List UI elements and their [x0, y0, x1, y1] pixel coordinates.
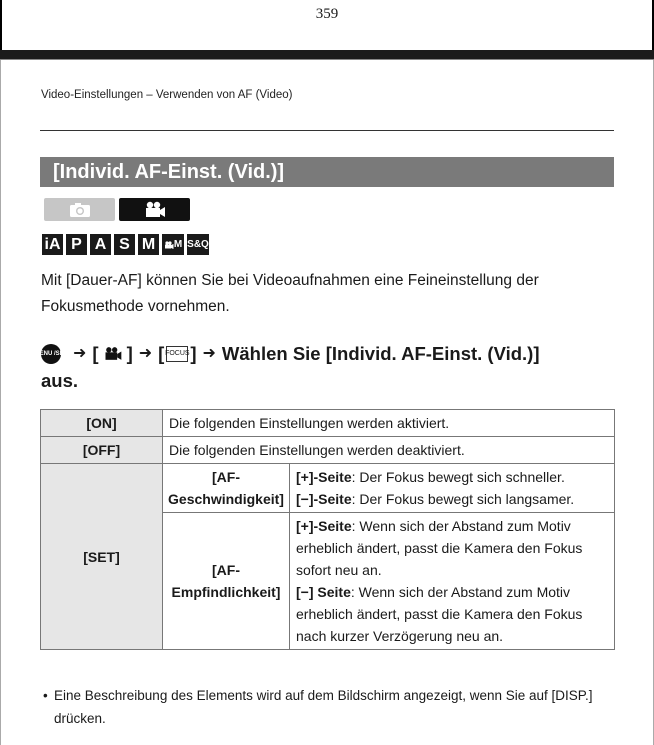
- video-mode-indicator: [119, 198, 190, 221]
- mode-ia-icon: iA: [42, 234, 63, 255]
- option-off: [OFF]: [41, 437, 163, 464]
- af-speed-label: [AF-Geschwindigkeit]: [163, 464, 290, 513]
- minus-side-label: [−] Seite: [296, 584, 351, 600]
- video-camera-icon: [143, 201, 167, 219]
- video-menu-icon: [103, 346, 123, 362]
- mode-a-icon: A: [90, 234, 111, 255]
- mode-m-icon: M: [138, 234, 159, 255]
- breadcrumb: Video-Einstellungen – Verwenden von AF (Video): [41, 89, 293, 101]
- mode-icons: [42, 234, 209, 255]
- bracket-close: ]: [126, 343, 133, 364]
- camera-icon: [69, 202, 91, 218]
- af-sensitivity-description: [290, 513, 615, 650]
- option-off-description: Die folgenden Einstellungen werden deaktiviert.: [163, 437, 615, 464]
- section-title: [Individ. AF-Einst. (Vid.)]: [40, 157, 614, 187]
- minus-side-text: : Wenn sich der Abstand zum Motiv erheblich ändert, passt die Kamera den Fokus nach kurzer Verzögerung neu an.: [296, 584, 583, 644]
- page-edge-left: [0, 60, 1, 745]
- mode-s-icon: S: [114, 234, 135, 255]
- table-row: [41, 464, 615, 513]
- bracket-close: ]: [190, 343, 197, 364]
- movie-camera-small-icon: [164, 241, 174, 249]
- plus-side-text: : Der Fokus bewegt sich schneller.: [351, 469, 565, 485]
- menu-set-button-icon: MENU /SET: [41, 344, 61, 364]
- plus-side-label: [+]-Seite: [296, 469, 352, 485]
- header-divider: [40, 130, 614, 131]
- bullet: •: [43, 688, 48, 703]
- mode-sq-icon: S&Q: [187, 234, 209, 255]
- settings-table: [40, 409, 615, 650]
- footnote: [43, 684, 623, 730]
- mode-creative-video-label: M: [173, 239, 183, 250]
- option-on: [ON]: [41, 410, 163, 437]
- option-on-description: Die folgenden Einstellungen werden aktiviert.: [163, 410, 615, 437]
- mode-creative-video-icon: [162, 234, 184, 255]
- plus-side-label: [+]-Seite: [296, 518, 352, 534]
- page-number: 359: [315, 6, 339, 22]
- bracket-open: [: [92, 343, 99, 364]
- page-separator-thin: [0, 59, 654, 60]
- instruction-text-end: aus.: [41, 370, 79, 391]
- table-row: [41, 437, 615, 464]
- menu-instruction: [34, 340, 621, 394]
- option-set: [SET]: [41, 464, 163, 650]
- intro-text: Mit [Dauer-AF] können Sie bei Videoaufnahmen eine Feineinstellung der Fokusmethode vornehmen.: [41, 272, 539, 315]
- af-sensitivity-label: [AF-Empfindlichkeit]: [163, 513, 290, 650]
- minus-side-text: : Der Fokus bewegt sich langsamer.: [351, 491, 575, 507]
- table-row: [41, 410, 615, 437]
- mode-p-icon: P: [66, 234, 87, 255]
- af-speed-description: [290, 464, 615, 513]
- focus-menu-icon: FOCUS: [166, 346, 188, 362]
- minus-side-label: [−]-Seite: [296, 491, 352, 507]
- arrow-right-icon: ➜: [202, 345, 216, 362]
- instruction-text: Wählen Sie [Individ. AF-Einst. (Vid.)]: [221, 343, 540, 364]
- footnote-text: Eine Beschreibung des Elements wird auf dem Bildschirm angezeigt, wenn Sie auf [DISP.] drücken.: [54, 688, 593, 726]
- photo-mode-indicator: [44, 198, 115, 221]
- arrow-right-icon: ➜: [73, 345, 87, 362]
- page-separator: [0, 50, 654, 59]
- arrow-right-icon: ➜: [138, 345, 153, 362]
- plus-side-text: : Wenn sich der Abstand zum Motiv erheblich ändert, passt die Kamera den Fokus sofort neu an.: [296, 518, 583, 578]
- bracket-open: [: [158, 343, 165, 364]
